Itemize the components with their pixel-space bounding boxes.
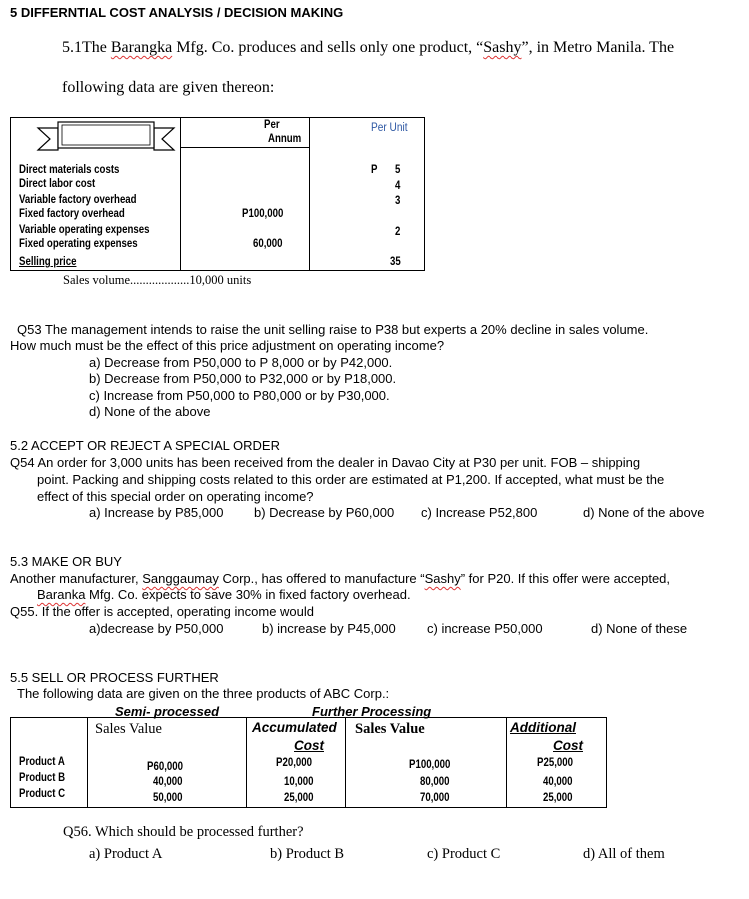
accumulated-cost-value: 25,000 bbox=[284, 792, 314, 804]
header-annum: Annum bbox=[268, 133, 302, 145]
q56-question: Q56. Which should be processed further? bbox=[63, 824, 304, 840]
table-divider bbox=[345, 718, 346, 807]
s55-subtitle: The following data are given on the three products of ABC Corp.: bbox=[17, 686, 390, 701]
semi-value: P60,000 bbox=[147, 761, 184, 773]
product-label: Product C bbox=[19, 788, 66, 800]
semi-processed-header: Semi- processed bbox=[115, 704, 220, 719]
s53-text: Corp., has offered to manufacture “ bbox=[218, 571, 425, 586]
product-label: Product B bbox=[19, 772, 66, 784]
table-divider bbox=[246, 718, 247, 807]
q53-option: d) None of the above bbox=[89, 404, 211, 419]
section-5-2-title: 5.2 ACCEPT OR REJECT A SPECIAL ORDER bbox=[10, 438, 280, 453]
header-per-unit: Per Unit bbox=[371, 122, 408, 134]
intro-text: Mfg. Co. produces and sells only one product, “ bbox=[172, 39, 484, 56]
further-sales-value: 70,000 bbox=[420, 792, 450, 804]
unit-prefix: P bbox=[371, 164, 378, 176]
s53-line-2 bbox=[37, 587, 411, 602]
further-sales-value: P100,000 bbox=[409, 759, 451, 771]
product-name: Sashy bbox=[424, 571, 461, 586]
q53-option: a) Decrease from P50,000 to P 8,000 or by P42,000. bbox=[89, 355, 393, 370]
row-label: Direct labor cost bbox=[19, 178, 96, 190]
annum-value: 60,000 bbox=[253, 238, 283, 250]
unit-value: 4 bbox=[395, 180, 401, 192]
q55-question: Q55. If the offer is accepted, operating income would bbox=[10, 604, 314, 619]
unit-value: 5 bbox=[395, 164, 401, 176]
table-divider bbox=[180, 118, 181, 270]
manufacturer-name: Sanggaumay bbox=[142, 571, 219, 586]
s53-line-1 bbox=[10, 571, 670, 586]
q54-option: d) None of the above bbox=[583, 505, 705, 520]
row-label: Direct materials costs bbox=[19, 164, 120, 176]
cost-header: Cost bbox=[294, 738, 324, 753]
further-processing-header: Further Processing bbox=[312, 704, 432, 719]
s53-text: Another manufacturer, bbox=[10, 571, 143, 586]
header-per: Per bbox=[264, 119, 280, 131]
q54-option: a) Increase by P85,000 bbox=[89, 505, 224, 520]
q54-option: c) Increase P52,800 bbox=[421, 505, 538, 520]
section-5-5-title: 5.5 SELL OR PROCESS FURTHER bbox=[10, 670, 219, 685]
q55-option: a)decrease by P50,000 bbox=[89, 621, 224, 636]
sales-volume: Sales volume...................10,000 units bbox=[63, 273, 252, 287]
semi-value: 50,000 bbox=[153, 792, 183, 804]
q53-line-1: Q53 The management intends to raise the unit selling raise to P38 but experts a 20% decline in sales volume. bbox=[17, 322, 649, 337]
q56-option: b) Product B bbox=[270, 846, 345, 862]
table-divider bbox=[506, 718, 507, 807]
additional-cost-value: 25,000 bbox=[543, 792, 573, 804]
semi-value: 40,000 bbox=[153, 776, 183, 788]
table-divider bbox=[87, 718, 88, 807]
row-label: Variable factory overhead bbox=[19, 194, 137, 206]
further-sales-value: 80,000 bbox=[420, 776, 450, 788]
unit-value: 2 bbox=[395, 226, 401, 238]
q56-option: c) Product C bbox=[427, 846, 501, 862]
product-name: Sashy bbox=[483, 39, 522, 56]
additional-cost-value: P25,000 bbox=[537, 757, 574, 769]
sales-value-header: Sales Value bbox=[95, 721, 162, 737]
q55-option: d) None of these bbox=[591, 621, 688, 636]
section-header: 5 DIFFERNTIAL COST ANALYSIS / DECISION MAKING bbox=[10, 5, 344, 20]
intro-line-1 bbox=[62, 39, 674, 57]
q54-line-3: effect of this special order on operating income? bbox=[37, 489, 314, 504]
product-label: Product A bbox=[19, 756, 65, 768]
section-5-3-title: 5.3 MAKE OR BUY bbox=[10, 554, 122, 569]
table-divider bbox=[180, 147, 310, 148]
cost-header: Cost bbox=[553, 738, 583, 753]
company-name: Barangka bbox=[110, 39, 173, 56]
s53-text: Mfg. Co. expects to save 30% in fixed factory overhead. bbox=[85, 587, 411, 602]
q53-option: c) Increase from P50,000 to P80,000 or by P30,000. bbox=[89, 388, 390, 403]
intro-text: ”, in Metro Manila. The bbox=[521, 39, 675, 56]
row-label: Fixed factory overhead bbox=[19, 208, 125, 220]
q56-option: d) All of them bbox=[583, 846, 665, 862]
additional-cost-value: 40,000 bbox=[543, 776, 573, 788]
accumulated-cost-value: 10,000 bbox=[284, 776, 314, 788]
q53-line-2: How much must be the effect of this price adjustment on operating income? bbox=[10, 338, 445, 353]
row-label: Selling price bbox=[19, 256, 77, 268]
annum-value: P100,000 bbox=[242, 208, 284, 220]
intro-text: 5.1The bbox=[62, 39, 111, 56]
accumulated-cost-value: P20,000 bbox=[276, 757, 313, 769]
unit-value: 3 bbox=[395, 195, 401, 207]
q53-option: b) Decrease from P50,000 to P32,000 or by P18,000. bbox=[89, 371, 397, 386]
table-divider bbox=[309, 118, 310, 270]
additional-header: Additional bbox=[510, 720, 576, 735]
company-name: Baranka bbox=[37, 587, 86, 602]
row-label: Fixed operating expenses bbox=[19, 238, 138, 250]
row-label: Variable operating expenses bbox=[19, 224, 150, 236]
intro-line-2: following data are given thereon: bbox=[62, 79, 275, 96]
unit-value: 35 bbox=[390, 256, 401, 268]
sales-value-header: Sales Value bbox=[355, 721, 425, 737]
q56-option: a) Product A bbox=[89, 846, 163, 862]
accumulated-header: Accumulated bbox=[252, 720, 337, 735]
q54-line-2: point. Packing and shipping costs related to this order are estimated at P1,200. If accepted, what must be the bbox=[37, 472, 665, 487]
q55-option: c) increase P50,000 bbox=[427, 621, 543, 636]
ribbon-banner-icon bbox=[36, 120, 176, 154]
q55-option: b) increase by P45,000 bbox=[262, 621, 396, 636]
s53-text: ” for P20. If this offer were accepted, bbox=[460, 571, 671, 586]
q54-option: b) Decrease by P60,000 bbox=[254, 505, 395, 520]
q54-line-1: Q54 An order for 3,000 units has been received from the dealer in Davao City at P30 per unit. FOB – shipping bbox=[10, 455, 641, 470]
